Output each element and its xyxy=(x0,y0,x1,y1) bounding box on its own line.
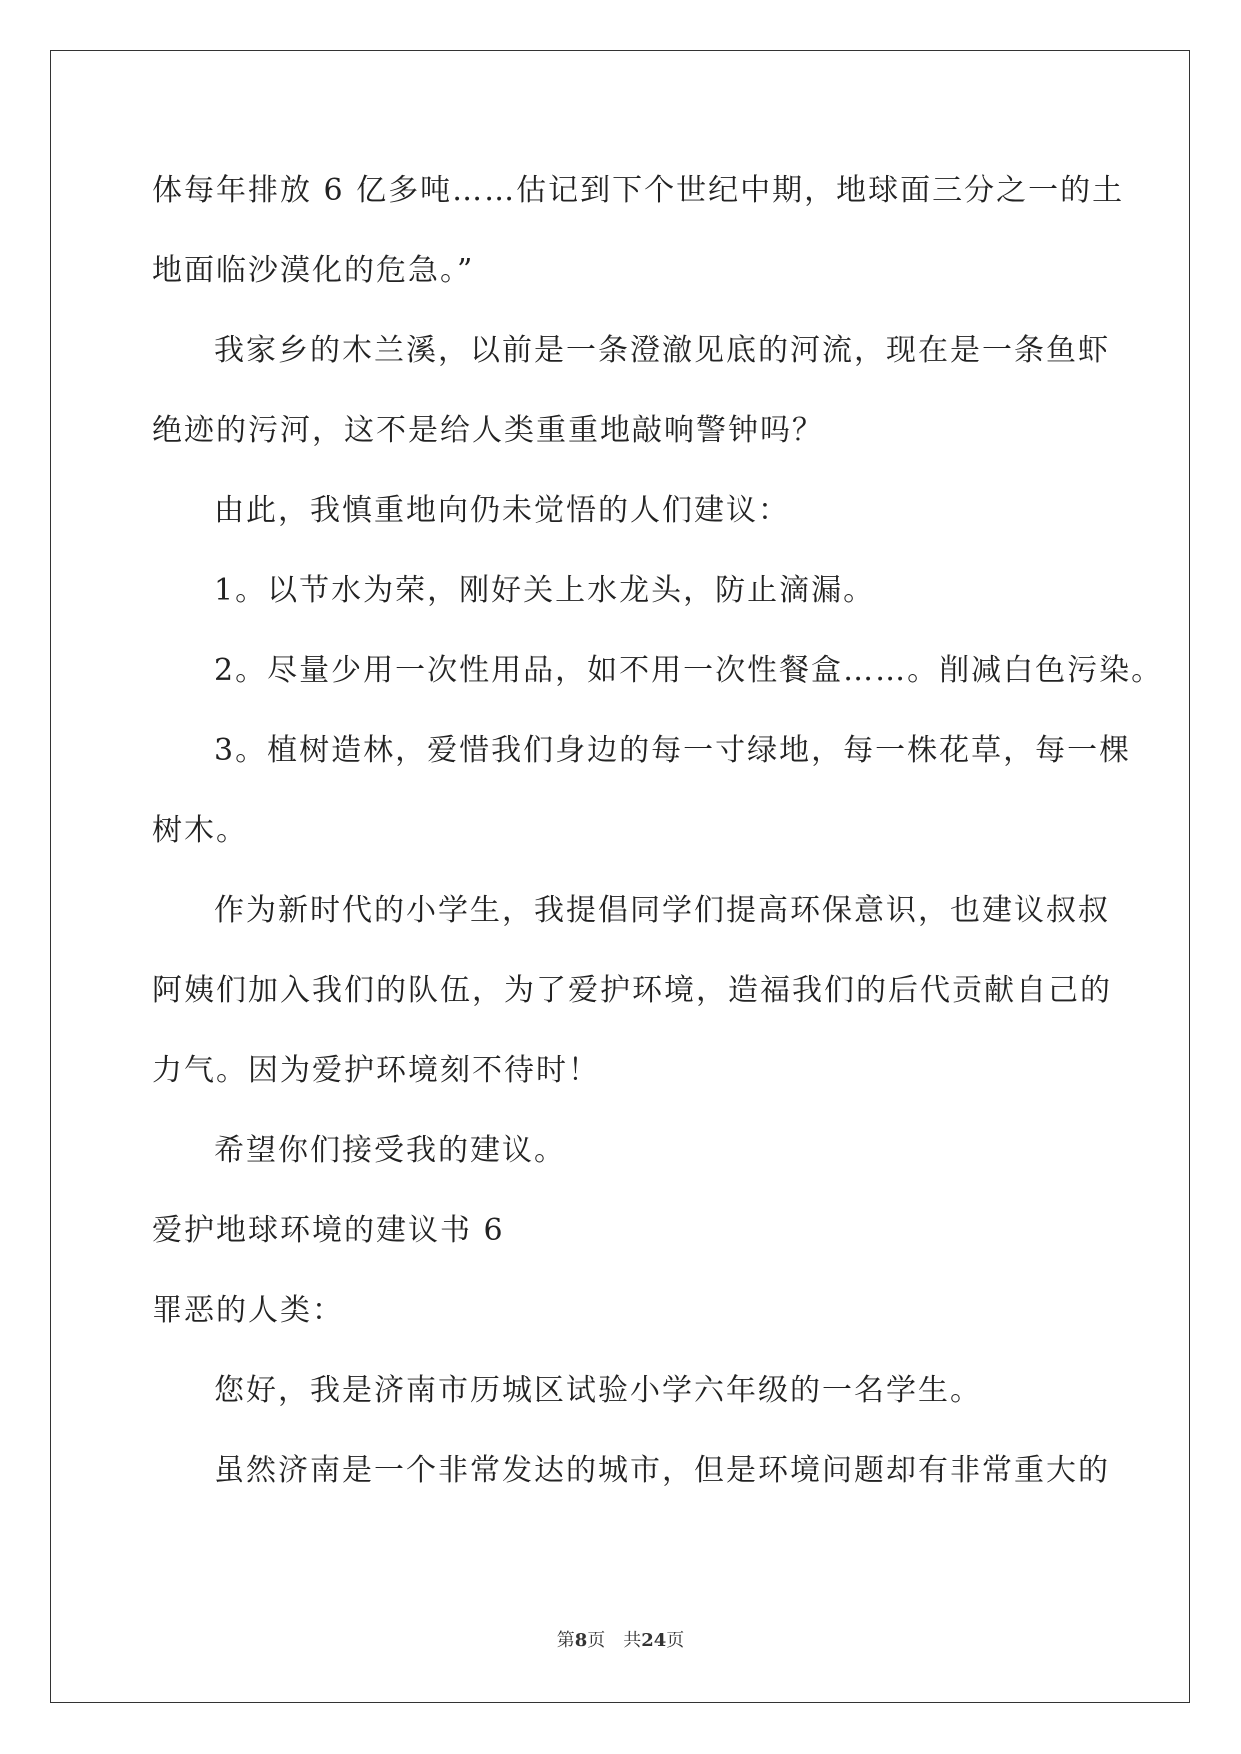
list-item: 3。植树造林，爱惜我们身边的每一寸绿地，每一株花草，每一棵 xyxy=(214,733,1132,768)
text-line: 作为新时代的小学生，我提倡同学们提高环保意识，也建议叔叔 xyxy=(214,893,1110,928)
text-line: 阿姨们加入我们的队伍，为了爱护环境，造福我们的后代贡献自己的 xyxy=(152,973,1112,1008)
page-suffix: 页 xyxy=(587,1630,606,1651)
total-suffix: 页 xyxy=(666,1630,685,1651)
text-line: 希望你们接受我的建议。 xyxy=(214,1133,566,1168)
list-item: 2。尽量少用一次性用品，如不用一次性餐盒……。削减白色污染。 xyxy=(214,653,1164,688)
document-body xyxy=(152,160,1164,1520)
total-prefix: 共 xyxy=(623,1630,642,1651)
text-line: 绝迹的污河，这不是给人类重重地敲响警钟吗？ xyxy=(152,413,824,448)
total-pages: 24 xyxy=(641,1630,667,1651)
text-line: 我家乡的木兰溪，以前是一条澄澈见底的河流，现在是一条鱼虾 xyxy=(214,333,1110,368)
page-prefix: 第 xyxy=(556,1630,575,1651)
page-footer xyxy=(0,1626,1241,1652)
salutation: 罪恶的人类： xyxy=(152,1293,344,1328)
list-item: 1。以节水为荣，刚好关上水龙头，防止滴漏。 xyxy=(214,573,876,608)
text-line: 虽然济南是一个非常发达的城市，但是环境问题却有非常重大的 xyxy=(214,1453,1110,1488)
page-number: 8 xyxy=(574,1630,588,1651)
text-line: 树木。 xyxy=(152,813,248,848)
text-line: 由此，我慎重地向仍未觉悟的人们建议： xyxy=(214,493,790,528)
section-heading: 爱护地球环境的建议书 6 xyxy=(152,1213,505,1248)
text-line: 体每年排放 6 亿多吨……估记到下个世纪中期，地球面三分之一的土 xyxy=(152,173,1125,208)
text-line: 地面临沙漠化的危急。” xyxy=(152,253,475,288)
text-line: 力气。因为爱护环境刻不待时！ xyxy=(152,1053,600,1088)
text-line: 您好，我是济南市历城区试验小学六年级的一名学生。 xyxy=(214,1373,982,1408)
